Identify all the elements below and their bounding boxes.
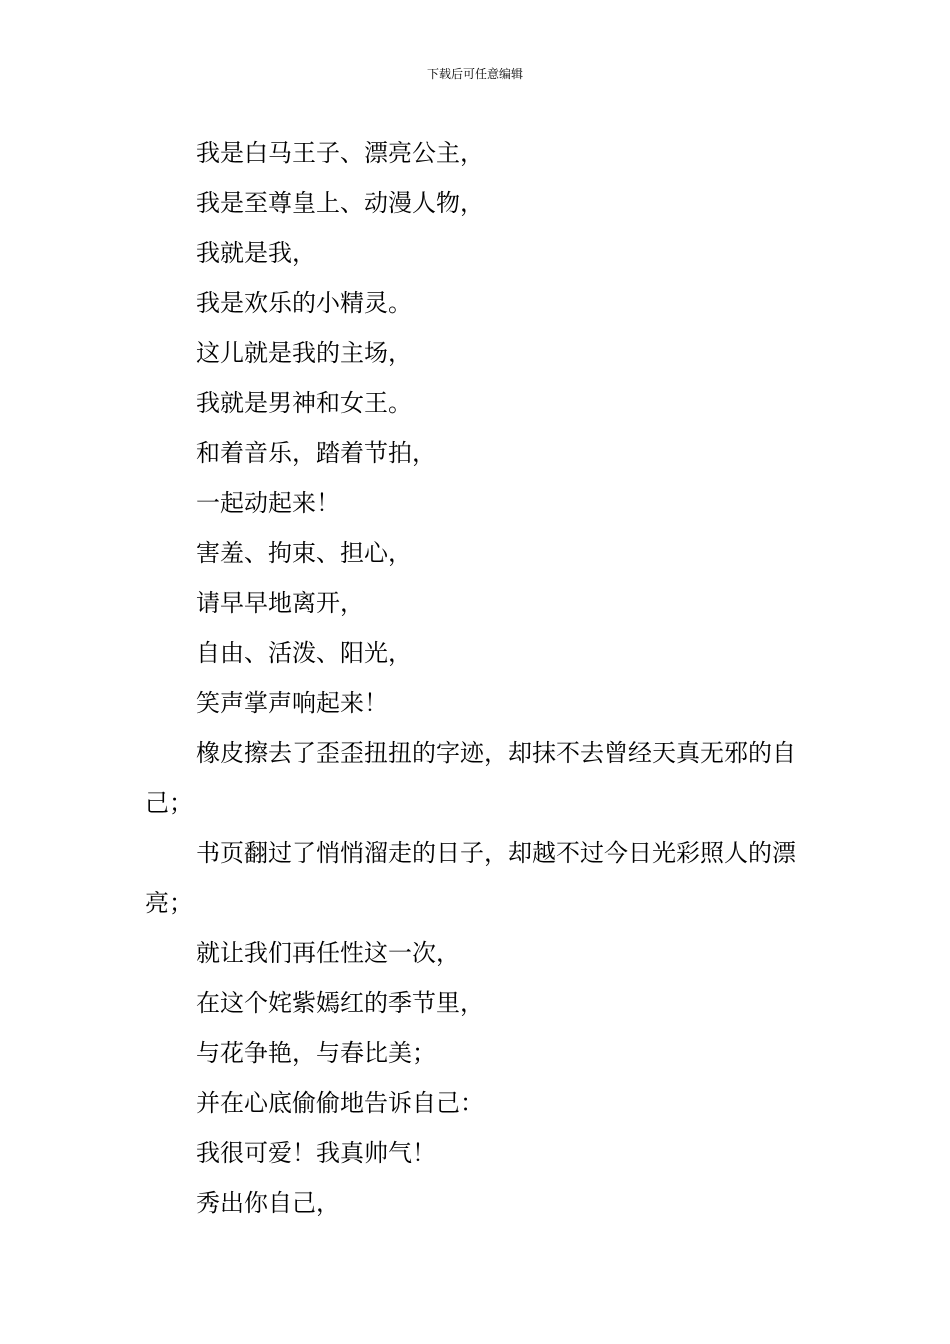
text-line: 与花争艳，与春比美；	[196, 1039, 436, 1067]
page-header-note: 下载后可任意编辑	[426, 67, 523, 81]
text-line: 就让我们再任性这一次，	[196, 939, 460, 967]
text-line: 请早早地离开，	[196, 589, 364, 617]
text-line: 自由、活泼、阳光，	[196, 639, 412, 667]
text-line: 一起动起来！	[196, 489, 340, 517]
text-line: 我就是我，	[196, 239, 316, 267]
text-line: 笑声掌声响起来！	[196, 689, 388, 717]
text-line: 我是至尊皇上、动漫人物，	[196, 189, 484, 217]
text-line: 我是欢乐的小精灵。	[196, 289, 412, 317]
text-line: 这儿就是我的主场，	[196, 339, 412, 367]
paragraph: 书页翻过了悄悄溜走的日子，却越不过今日光彩照人的漂亮；	[145, 839, 796, 917]
text-line: 和着音乐，踏着节拍，	[196, 439, 436, 467]
text-line: 害羞、拘束、担心，	[196, 539, 412, 567]
paragraph: 橡皮擦去了歪歪扭扭的字迹，却抹不去曾经天真无邪的自己；	[145, 739, 796, 817]
text-line: 并在心底偷偷地告诉自己：	[196, 1089, 484, 1117]
text-line: 我是白马王子、漂亮公主，	[196, 139, 484, 167]
text-line: 在这个姹紫嫣红的季节里，	[196, 989, 484, 1017]
text-line: 我很可爱！我真帅气！	[196, 1139, 436, 1167]
document-body	[145, 128, 810, 1228]
text-line: 我就是男神和女王。	[196, 389, 412, 417]
text-line: 秀出你自己，	[196, 1189, 340, 1217]
